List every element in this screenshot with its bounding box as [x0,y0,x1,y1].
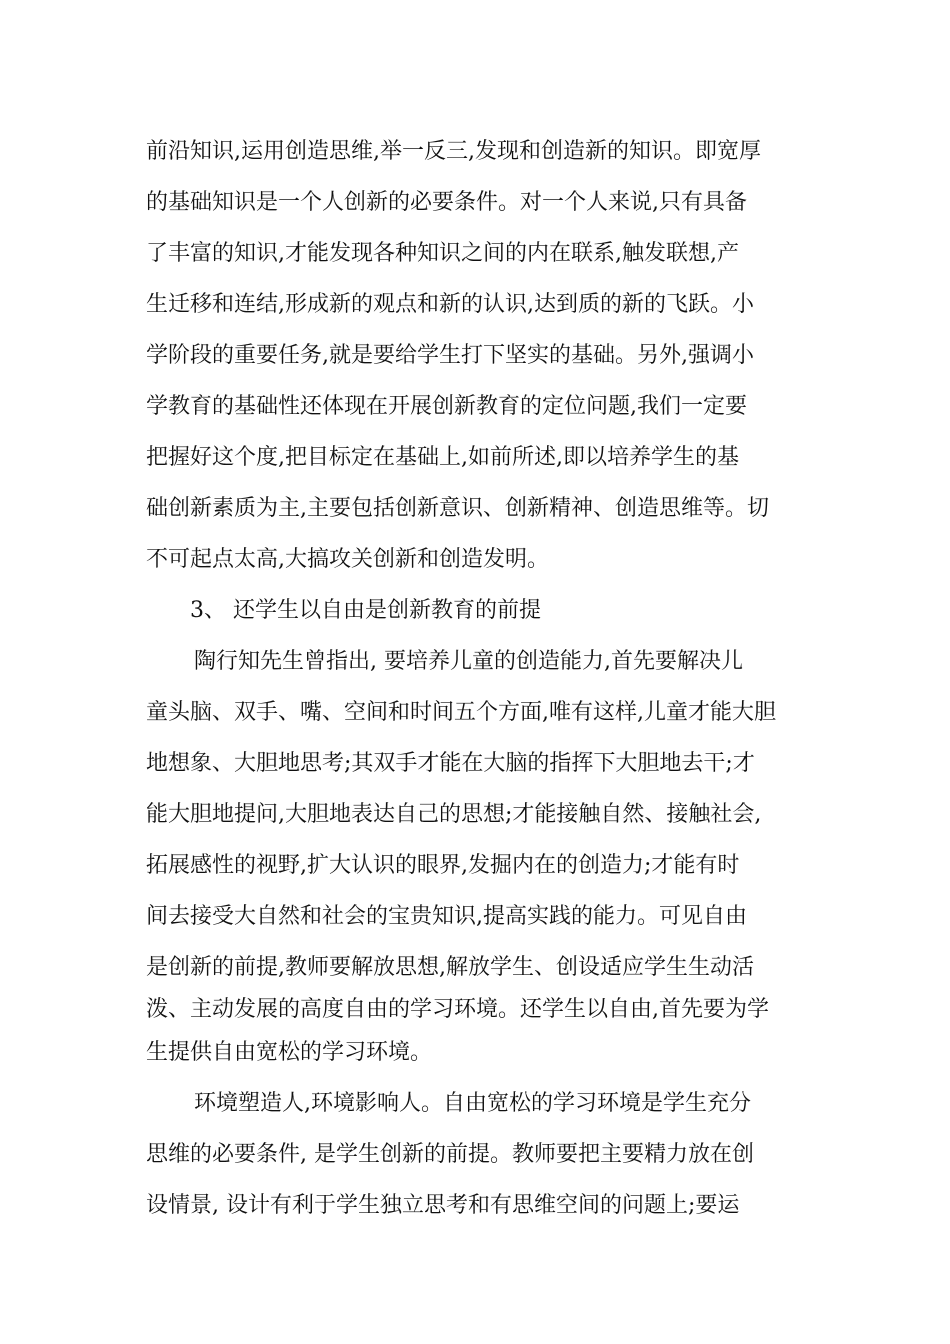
text-line: 把握好这个度,把目标定在基础上,如前所述,即以培养学生的基 [146,445,739,470]
body-text [146,126,806,1231]
text-line: 学教育的基础性还体现在开展创新教育的定位问题,我们一定要 [146,394,747,419]
text-line: 生迁移和连结,形成新的观点和新的认识,达到质的新的飞跃。小 [146,292,754,317]
text-line: 泼、主动发展的高度自由的学习环境。还学生以自由,首先要为学 [146,997,769,1022]
text-line: 不可起点太高,大搞攻关创新和创造发明。 [146,547,549,572]
text-line: 思维的必要条件, 是学生创新的前提。教师要把主要精力放在创 [146,1142,754,1167]
section-heading: 3、 还学生以自由是创新教育的前提 [190,598,541,623]
text-line: 设情景, 设计有利于学生独立思考和有思维空间的问题上;要运 [146,1193,740,1218]
text-line: 间去接受大自然和社会的宝贵知识,提高实践的能力。可见自由 [146,904,747,929]
text-line: 的基础知识是一个人创新的必要条件。对一个人来说,只有具备 [146,190,747,215]
text-line: 地想象、大胆地思考;其双手才能在大脑的指挥下大胆地去干;才 [146,751,755,776]
text-line: 环境塑造人,环境影响人。自由宽松的学习环境是学生充分 [194,1091,751,1116]
text-line: 础创新素质为主,主要包括创新意识、创新精神、创造思维等。切 [146,496,769,521]
text-line: 是创新的前提,教师要解放思想,解放学生、创设适应学生生动活 [146,955,754,980]
text-line: 童头脑、双手、嘴、空间和时间五个方面,唯有这样,儿童才能大胆 [146,700,776,725]
text-line: 拓展感性的视野,扩大认识的眼界,发掘内在的创造力;才能有时 [146,853,740,878]
text-line: 前沿知识,运用创造思维,举一反三,发现和创造新的知识。即宽厚 [146,139,761,164]
text-line: 能大胆地提问,大胆地表达自己的思想;才能接触自然、接触社会, [146,802,762,827]
text-line: 学阶段的重要任务,就是要给学生打下坚实的基础。另外,强调小 [146,343,754,368]
text-line: 陶行知先生曾指出, 要培养儿童的创造能力,首先要解决儿 [194,649,743,674]
text-line: 生提供自由宽松的学习环境。 [146,1040,433,1065]
text-line: 了丰富的知识,才能发现各种知识之间的内在联系,触发联想,产 [146,241,739,266]
